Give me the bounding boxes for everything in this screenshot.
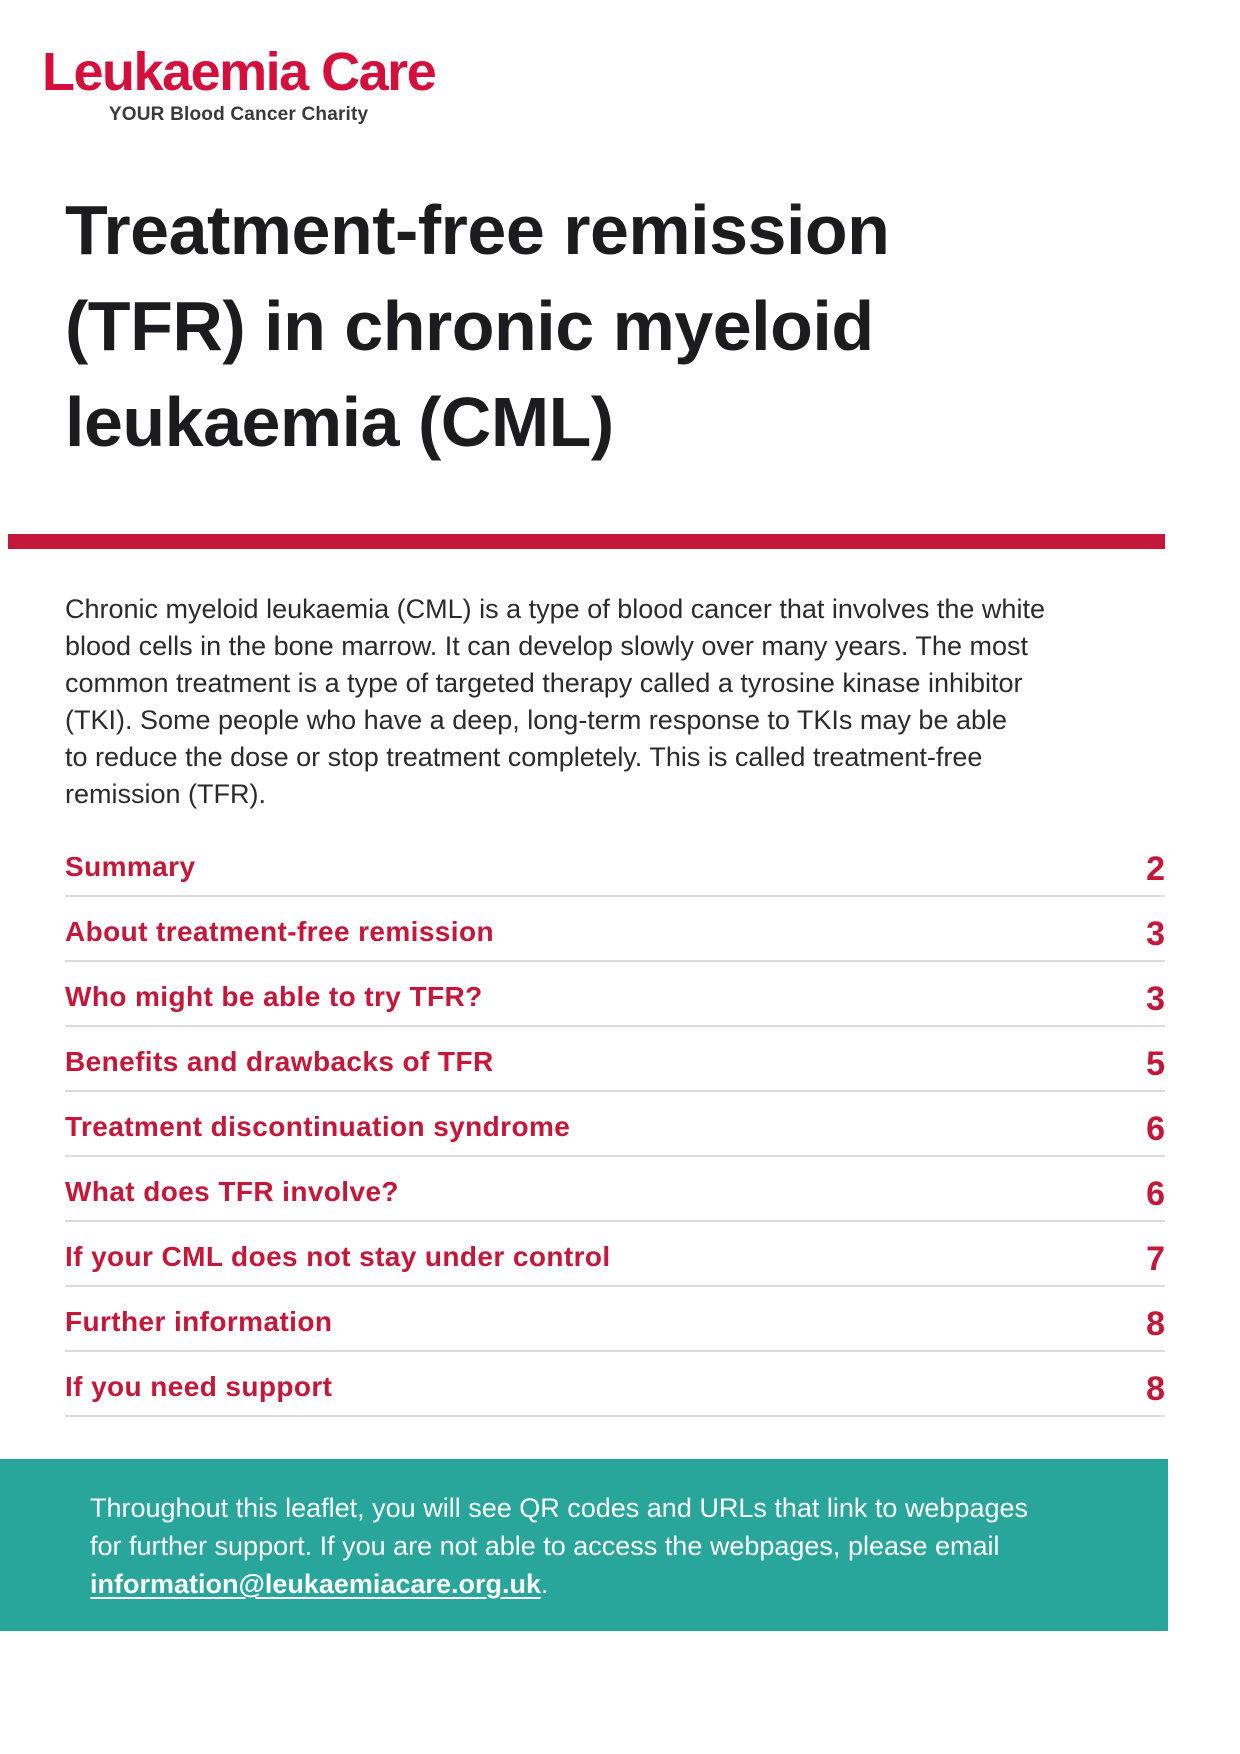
intro-line: common treatment is a type of targeted therapy called a tyrosine kinase inhibitor xyxy=(65,667,1023,698)
toc-page-number: 8 xyxy=(1146,1369,1165,1408)
leukaemia-care-logo: Leukaemia Care xyxy=(42,42,436,102)
logo-tagline: YOUR Blood Cancer Charity xyxy=(108,103,369,125)
red-divider-bar xyxy=(8,534,1165,549)
toc-page-number: 2 xyxy=(1146,849,1165,888)
toc-row-summary xyxy=(65,847,1165,897)
toc-page-number: 5 xyxy=(1146,1044,1165,1083)
title-line-3: leukaemia (CML) xyxy=(65,382,614,461)
intro-line: Chronic myeloid leukaemia (CML) is a type of blood cancer that involves the white xyxy=(65,593,1045,624)
intro-line: to reduce the dose or stop treatment completely. This is called treatment-free xyxy=(65,741,983,772)
toc-page-number: 3 xyxy=(1146,914,1165,953)
toc-page-number: 6 xyxy=(1146,1174,1165,1213)
toc-row-who-might-try-tfr xyxy=(65,962,1165,1027)
intro-line: remission (TFR). xyxy=(65,778,266,809)
toc-label: Treatment discontinuation syndrome xyxy=(65,1110,571,1142)
toc-row-further-information xyxy=(65,1287,1165,1352)
toc-label: Who might be able to try TFR? xyxy=(65,980,483,1012)
toc-row-cml-not-under-control xyxy=(65,1222,1165,1287)
toc-label: Further information xyxy=(65,1305,333,1337)
banner-text-line-3 xyxy=(90,1565,1128,1603)
title-line-1: Treatment-free remission xyxy=(65,190,890,269)
toc-page-number: 7 xyxy=(1146,1239,1165,1278)
toc-row-what-does-tfr-involve xyxy=(65,1157,1165,1222)
toc-row-discontinuation-syndrome xyxy=(65,1092,1165,1157)
toc-label: What does TFR involve? xyxy=(65,1175,399,1207)
toc-label: About treatment-free remission xyxy=(65,915,494,947)
toc-page-number: 8 xyxy=(1146,1304,1165,1343)
banner-text-line-2: for further support. If you are not able to access the webpages, please email xyxy=(90,1530,1000,1561)
toc-label: If you need support xyxy=(65,1370,333,1402)
intro-line: (TKI). Some people who have a deep, long-term response to TKIs may be able xyxy=(65,704,1008,735)
toc-label: If your CML does not stay under control xyxy=(65,1240,611,1272)
banner-suffix: . xyxy=(540,1568,549,1599)
toc-label: Benefits and drawbacks of TFR xyxy=(65,1045,494,1077)
logo-block xyxy=(42,44,435,126)
toc-row-benefits-drawbacks xyxy=(65,1027,1165,1092)
intro-line: blood cells in the bone marrow. It can develop slowly over many years. The most xyxy=(65,630,1028,661)
page-title xyxy=(65,182,1240,470)
intro-paragraph xyxy=(65,591,1170,813)
toc-page-number: 6 xyxy=(1146,1109,1165,1148)
toc-page-number: 3 xyxy=(1146,979,1165,1018)
support-banner xyxy=(0,1459,1168,1631)
banner-text-line-1: Throughout this leaflet, you will see QR codes and URLs that link to webpages xyxy=(90,1492,1029,1523)
email-link[interactable]: information@leukaemiacare.org.uk xyxy=(90,1568,541,1599)
toc-row-about-tfr xyxy=(65,897,1165,962)
toc-label: Summary xyxy=(65,850,196,882)
title-line-2: (TFR) in chronic myeloid xyxy=(65,286,874,365)
table-of-contents xyxy=(65,847,1165,1417)
toc-row-if-you-need-support xyxy=(65,1352,1165,1417)
